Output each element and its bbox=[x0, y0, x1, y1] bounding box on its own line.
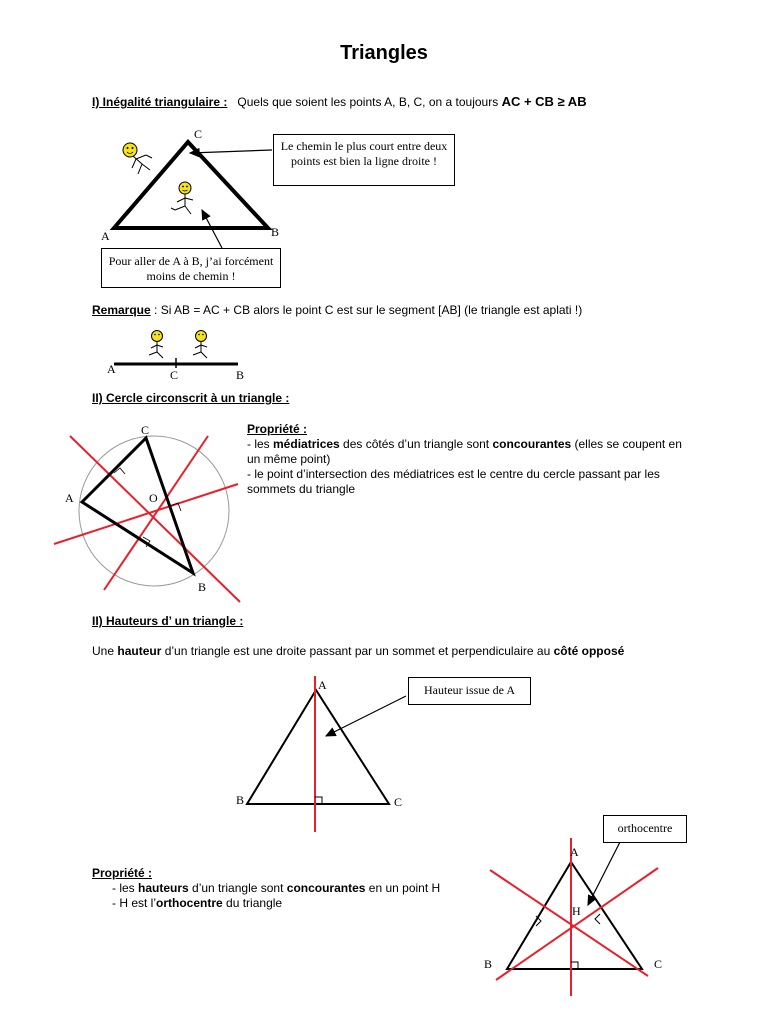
callout-box-top bbox=[273, 134, 455, 186]
section4-prop-line1: - les hauteurs d’un triangle sont concourantes en un point H bbox=[112, 881, 441, 895]
section3-definition: Une hauteur d’un triangle est une droite passant par un sommet et perpendiculaire au côté opposé bbox=[92, 644, 625, 658]
smiley-runner-icon bbox=[171, 182, 193, 214]
ortho-label-c: C bbox=[654, 957, 663, 971]
circle-label-b: B bbox=[198, 580, 207, 594]
circle-label-c: C bbox=[141, 423, 150, 437]
callout-top-text: Le chemin le plus court entre deux points est bien la ligne droite ! bbox=[280, 139, 448, 168]
section2-prop-line2: - le point d’intersection des médiatrices est le centre du cercle passant par les sommets du triangle bbox=[247, 467, 660, 496]
section1-formula: AC + CB ≥ AB bbox=[501, 94, 587, 109]
vertex-label-b: B bbox=[271, 225, 280, 239]
section2-prop-line1: - les médiatrices des côtés d’un triangle sont concourantes (elles se coupent en un même point) bbox=[247, 437, 682, 466]
section2-heading: II) Cercle circonscrit à un triangle : bbox=[92, 391, 290, 405]
remarque-text: : Si AB = AC + CB alors le point C est sur le segment [AB] (le triangle est aplati !) bbox=[150, 303, 583, 317]
section3-line bbox=[92, 614, 243, 628]
height-label-b: B bbox=[236, 793, 245, 807]
vertex-label-c: C bbox=[194, 127, 203, 141]
callout-hauteur bbox=[408, 677, 531, 705]
segment-label-b: B bbox=[236, 368, 245, 382]
callout-orthocentre bbox=[603, 815, 687, 843]
section1-heading: I) Inégalité triangulaire : bbox=[92, 95, 228, 109]
segment-label-c: C bbox=[170, 368, 179, 382]
remarque-heading: Remarque bbox=[92, 303, 151, 317]
circle-label-a: A bbox=[65, 491, 74, 505]
section4-prop-heading: Propriété : bbox=[92, 866, 153, 880]
section4-property bbox=[92, 866, 492, 911]
vertex-label-a: A bbox=[101, 229, 110, 243]
segment-label-a: A bbox=[107, 362, 116, 376]
section3-heading: II) Hauteurs d’ un triangle : bbox=[92, 614, 244, 628]
altitude-figure bbox=[247, 676, 406, 832]
remarque-line bbox=[92, 303, 582, 317]
height-label-c: C bbox=[394, 795, 403, 809]
height-label-a: A bbox=[318, 678, 327, 692]
page-title: Triangles bbox=[340, 42, 428, 64]
smiley-runner-icon bbox=[123, 143, 152, 174]
section2-prop-heading: Propriété : bbox=[247, 422, 308, 436]
section2-line bbox=[92, 391, 289, 405]
ortho-label-b: B bbox=[484, 957, 493, 971]
callout-bottom-text: Pour aller de A à B, j’ai forcément moins de chemin ! bbox=[108, 254, 274, 283]
circle-label-o: O bbox=[149, 491, 158, 505]
callout-hauteur-text: Hauteur issue de A bbox=[424, 683, 515, 697]
callout-orthocentre-text: orthocentre bbox=[617, 821, 673, 835]
ortho-label-a: A bbox=[570, 845, 579, 859]
section2-property bbox=[247, 422, 687, 497]
triangle-inequality-figure bbox=[114, 142, 268, 228]
circumcircle-figure bbox=[54, 436, 240, 602]
callout-box-bottom bbox=[101, 248, 281, 288]
smiley-runner-icon bbox=[149, 331, 163, 359]
section1-line bbox=[92, 94, 587, 109]
section1-text: Quels que soient les points A, B, C, on a toujours bbox=[237, 95, 499, 109]
section4-prop-line2: - H est l’orthocentre du triangle bbox=[112, 896, 283, 910]
smiley-runner-icon bbox=[193, 331, 207, 359]
ortho-label-h: H bbox=[572, 904, 581, 918]
arrow-to-box-top bbox=[190, 150, 272, 153]
